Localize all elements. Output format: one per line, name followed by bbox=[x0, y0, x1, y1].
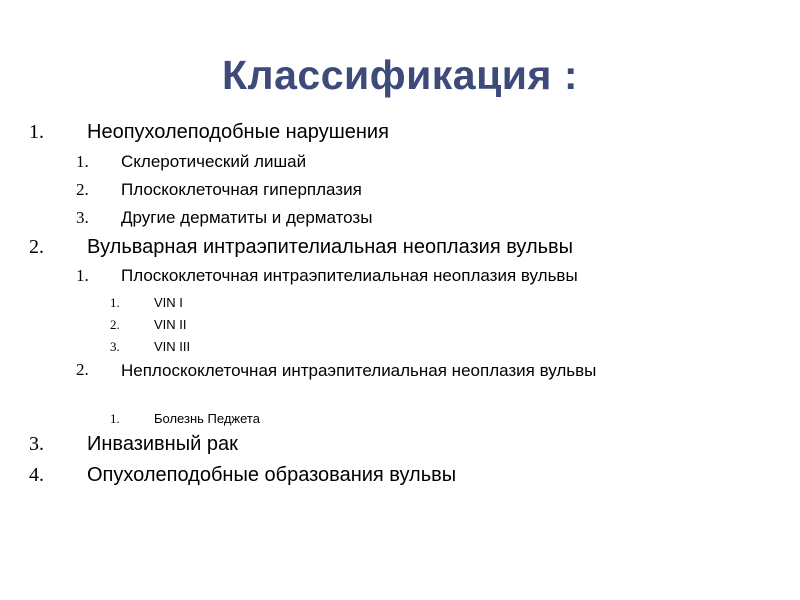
list-text: VIN II bbox=[154, 317, 187, 332]
list-text: Вульварная интраэпителиальная неоплазия вульвы bbox=[87, 236, 574, 258]
list-number: 2. bbox=[76, 360, 89, 379]
list-text: Плоскоклеточная гиперплазия bbox=[121, 180, 362, 199]
list-number: 3. bbox=[76, 208, 89, 227]
list-text: Опухолеподобные образования вульвы bbox=[87, 464, 457, 486]
list-number: 3. bbox=[29, 433, 44, 455]
list-number: 2. bbox=[110, 317, 120, 332]
list-number: 4. bbox=[29, 464, 44, 486]
list-text: VIN III bbox=[154, 339, 191, 354]
list-text: Неплоскоклеточная интраэпителиальная неоплазия вульвы bbox=[121, 361, 597, 380]
list-number: 1. bbox=[29, 121, 44, 143]
list-number: 3. bbox=[110, 339, 120, 354]
list-text: Другие дерматиты и дерматозы bbox=[121, 208, 373, 227]
list-text: Инвазивный рак bbox=[87, 433, 238, 455]
list-text: VIN I bbox=[154, 295, 183, 310]
list-text: Плоскоклеточная интраэпителиальная неоплазия вульвы bbox=[121, 266, 578, 285]
list-number: 1. bbox=[110, 295, 120, 310]
list-text: Неопухолеподобные нарушения bbox=[87, 121, 389, 143]
list-number: 2. bbox=[29, 236, 44, 258]
slide-title: Классификация : bbox=[222, 52, 578, 98]
list-number: 1. bbox=[110, 411, 120, 426]
list-text: Болезнь Педжета bbox=[154, 411, 260, 426]
list-number: 2. bbox=[76, 180, 89, 199]
list-text: Склеротический лишай bbox=[121, 152, 307, 171]
list-number: 1. bbox=[76, 266, 89, 285]
list-number: 1. bbox=[76, 152, 89, 171]
